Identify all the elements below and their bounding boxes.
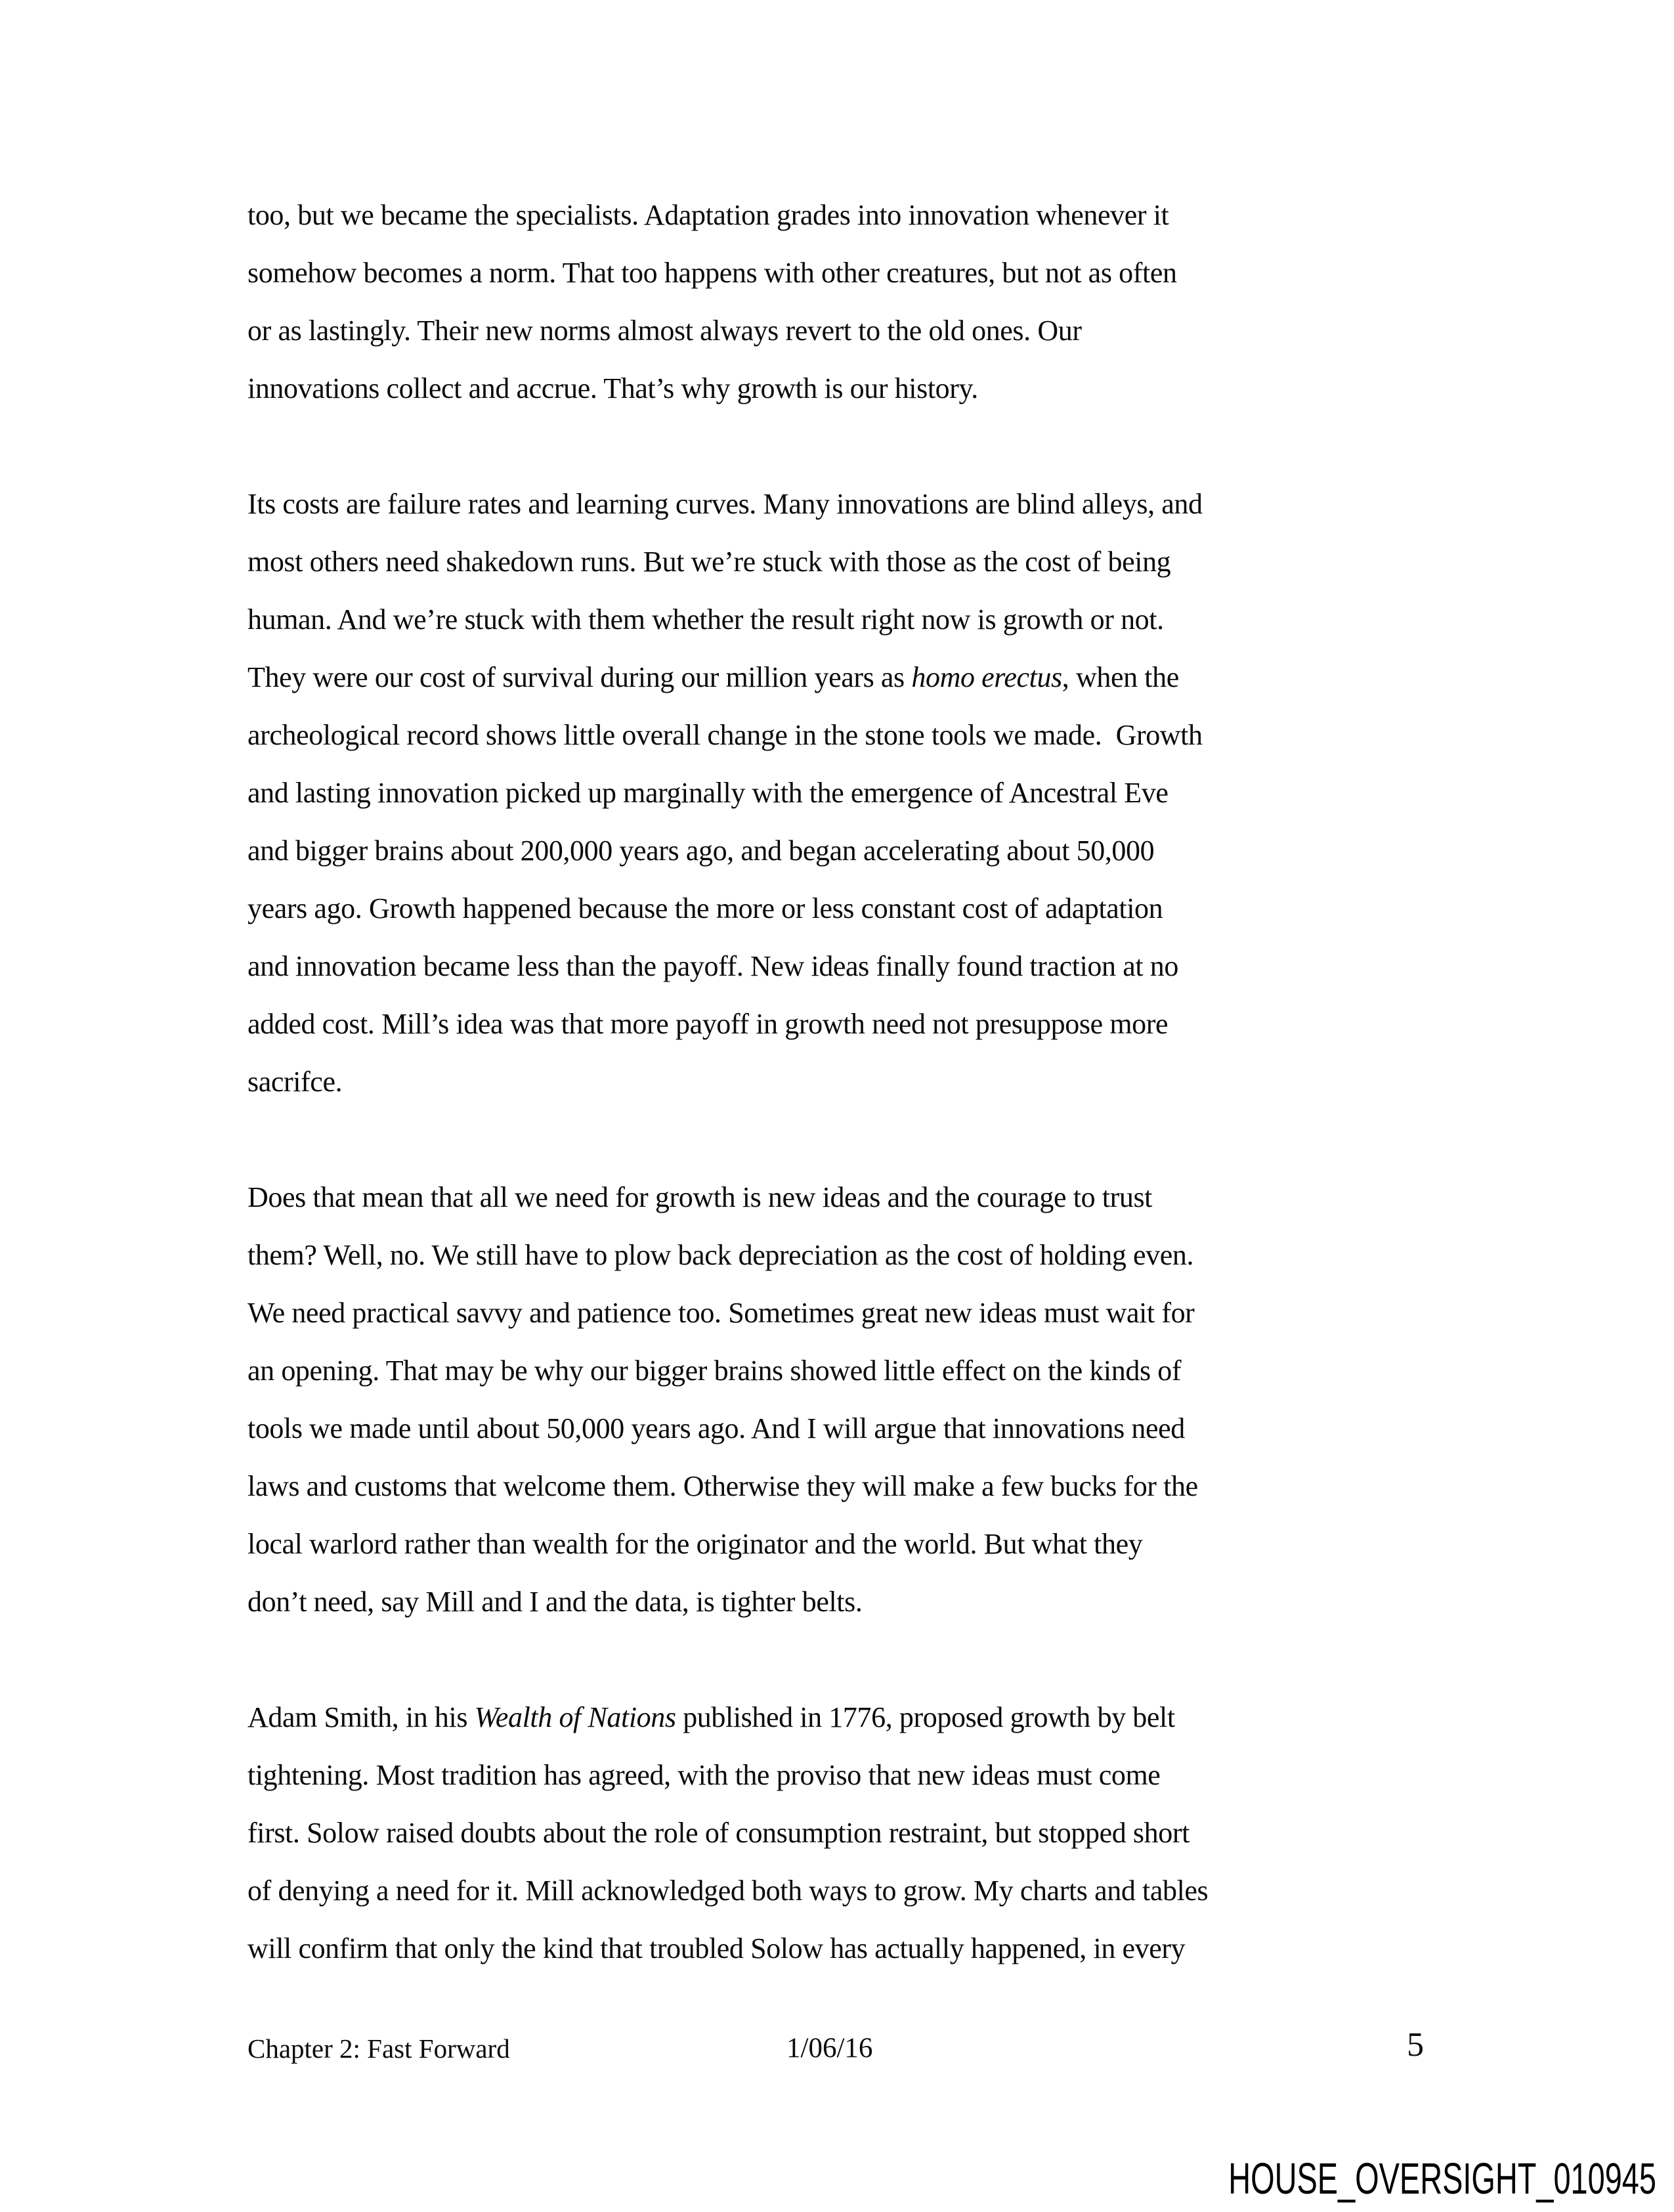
text-segment: sacrifce. xyxy=(247,1066,343,1098)
text-line xyxy=(247,1862,1429,1920)
text-segment: Wealth of Nations xyxy=(474,1701,676,1733)
text-line xyxy=(247,186,1429,244)
text-line xyxy=(247,880,1429,938)
text-line xyxy=(247,1804,1429,1862)
text-segment: We need practical savvy and patience too. Sometimes great new ideas must wait for xyxy=(247,1297,1195,1329)
text-segment: and lasting innovation picked up marginally with the emergence of Ancestral Eve xyxy=(247,777,1169,809)
text-segment: of denying a need for it. Mill acknowledged both ways to grow. My charts and tables xyxy=(247,1875,1209,1907)
text-segment: them? Well, no. We still have to plow back depreciation as the cost of holding even. xyxy=(247,1239,1194,1271)
text-segment: Does that mean that all we need for growth is new ideas and the courage to trust xyxy=(247,1181,1152,1213)
text-line xyxy=(247,649,1429,706)
text-line xyxy=(247,1920,1429,1978)
text-line xyxy=(247,1515,1429,1573)
text-line xyxy=(247,1342,1429,1400)
text-segment: Its costs are failure rates and learning curves. Many innovations are blind alleys, and xyxy=(247,488,1203,520)
text-segment: human. And we’re stuck with them whether the result right now is growth or not. xyxy=(247,603,1164,636)
paragraph xyxy=(247,186,1429,418)
text-line xyxy=(247,1053,1429,1111)
text-line xyxy=(247,1169,1429,1226)
text-line xyxy=(247,995,1429,1053)
text-line xyxy=(247,591,1429,649)
text-segment: innovations collect and accrue. That’s why growth is our history. xyxy=(247,372,978,404)
text-line xyxy=(247,360,1429,418)
text-line xyxy=(247,302,1429,360)
footer-date: 1/06/16 xyxy=(786,2033,873,2064)
text-segment: or as lastingly. Their new norms almost always revert to the old ones. Our xyxy=(247,314,1082,347)
text-line xyxy=(247,1458,1429,1515)
text-line xyxy=(247,1226,1429,1284)
text-segment: , when the xyxy=(1062,661,1179,693)
text-segment: added cost. Mill’s idea was that more payoff in growth need not presuppose more xyxy=(247,1008,1169,1040)
text-line xyxy=(247,244,1429,302)
text-line xyxy=(247,938,1429,995)
body-text xyxy=(247,186,1429,1978)
text-line xyxy=(247,822,1429,880)
text-segment: most others need shakedown runs. But we’re stuck with those as the cost of being xyxy=(247,546,1171,578)
text-line xyxy=(247,1689,1429,1746)
text-line xyxy=(247,764,1429,822)
text-line xyxy=(247,533,1429,591)
text-segment: tightening. Most tradition has agreed, with the proviso that new ideas must come xyxy=(247,1759,1161,1791)
text-segment: published in 1776, proposed growth by belt xyxy=(676,1701,1175,1733)
text-segment: archeological record shows little overall change in the stone tools we made. Growth xyxy=(247,719,1203,751)
text-segment: will confirm that only the kind that troubled Solow has actually happened, in every xyxy=(247,1932,1186,1964)
text-segment: homo erectus xyxy=(911,661,1062,693)
text-segment: years ago. Growth happened because the more or less constant cost of adaptation xyxy=(247,892,1163,924)
text-line xyxy=(247,706,1429,764)
footer-page-number: 5 xyxy=(1407,2026,1424,2064)
text-line xyxy=(247,1746,1429,1804)
text-line xyxy=(247,1400,1429,1458)
text-line xyxy=(247,1573,1429,1631)
footer-chapter-title: Chapter 2: Fast Forward xyxy=(247,2033,510,2064)
text-segment: too, but we became the specialists. Adaptation grades into innovation whenever it xyxy=(247,199,1169,231)
text-segment: an opening. That may be why our bigger brains showed little effect on the kinds of xyxy=(247,1355,1182,1387)
text-segment: local warlord rather than wealth for the originator and the world. But what they xyxy=(247,1528,1143,1560)
text-segment: Adam Smith, in his xyxy=(247,1701,475,1733)
bates-stamp: HOUSE_OVERSIGHT_010945 xyxy=(1228,2154,1656,2203)
text-segment: first. Solow raised doubts about the role of consumption restraint, but stopped short xyxy=(247,1817,1190,1849)
paragraph xyxy=(247,475,1429,1111)
paragraph xyxy=(247,1689,1429,1978)
text-segment: They were our cost of survival during our million years as xyxy=(247,661,912,693)
text-segment: and bigger brains about 200,000 years ago, and began accelerating about 50,000 xyxy=(247,835,1155,867)
text-segment: laws and customs that welcome them. Otherwise they will make a few bucks for the xyxy=(247,1470,1198,1502)
text-line xyxy=(247,1284,1429,1342)
page-footer xyxy=(0,2026,1674,2068)
text-segment: and innovation became less than the payoff. New ideas finally found traction at no xyxy=(247,950,1178,982)
text-line xyxy=(247,475,1429,533)
paragraph xyxy=(247,1169,1429,1631)
text-segment: somehow becomes a norm. That too happens with other creatures, but not as often xyxy=(247,257,1177,289)
text-segment: tools we made until about 50,000 years ago. And I will argue that innovations need xyxy=(247,1412,1185,1444)
text-segment: don’t need, say Mill and I and the data, is tighter belts. xyxy=(247,1586,863,1618)
